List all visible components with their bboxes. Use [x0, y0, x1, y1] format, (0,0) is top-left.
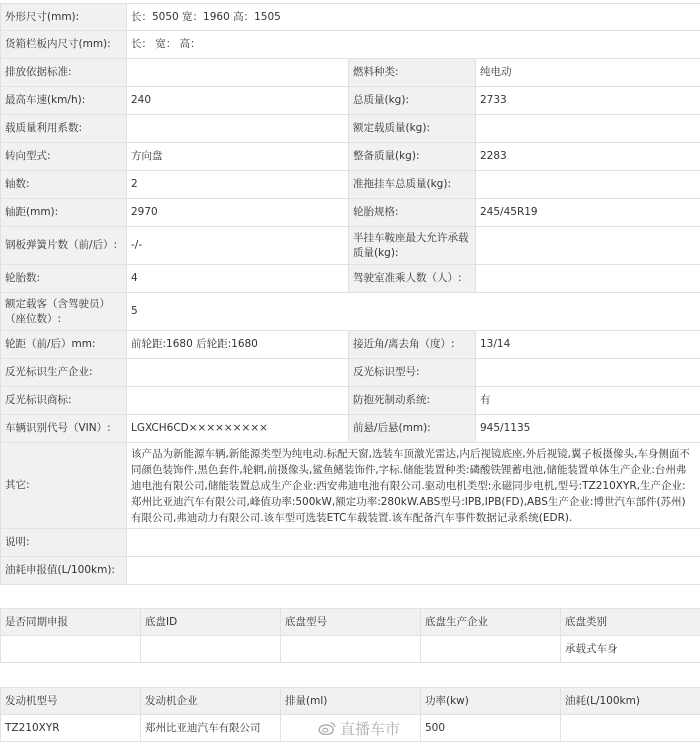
engine-column-header: 功率(kw) [421, 688, 561, 715]
spec-value: 2970 [127, 199, 349, 227]
spec-value: 长： 宽： 高： [127, 31, 700, 59]
spec-row [1, 265, 700, 293]
spec-label: 准拖挂车总质量(kg): [349, 171, 476, 199]
spec-label: 轴距(mm): [1, 199, 127, 227]
spec-value: 245/45R19 [476, 199, 700, 227]
spec-row [1, 331, 700, 359]
spec-value [127, 115, 349, 143]
spec-row [1, 143, 700, 171]
spec-value: -/- [127, 227, 349, 265]
chassis-row [1, 636, 700, 663]
engine-row [1, 715, 700, 742]
engine-cell [281, 715, 421, 742]
chassis-table [0, 608, 700, 663]
spec-label: 钢板弹簧片数（前/后）: [1, 227, 127, 265]
engine-header-row [1, 688, 700, 715]
engine-column-header: 发动机型号 [1, 688, 141, 715]
spec-value: 5 [127, 293, 700, 331]
spec-row [1, 199, 700, 227]
spec-label: 驾驶室准乘人数（人）: [349, 265, 476, 293]
engine-cell: TZ210XYR [1, 715, 141, 742]
spec-label: 载质量利用系数: [1, 115, 127, 143]
spec-row [1, 443, 700, 529]
spec-row [1, 87, 700, 115]
spec-label: 燃料种类: [349, 59, 476, 87]
spec-value: 240 [127, 87, 349, 115]
spec-label: 额定载质量(kg): [349, 115, 476, 143]
spec-value: 有 [476, 387, 700, 415]
spec-value [127, 387, 349, 415]
spec-value: 4 [127, 265, 349, 293]
spec-value [127, 359, 349, 387]
spec-value [476, 115, 700, 143]
chassis-column-header: 底盘ID [141, 609, 281, 636]
spec-label: 最高车速(km/h): [1, 87, 127, 115]
spec-row [1, 293, 700, 331]
spec-label: 轮胎规格: [349, 199, 476, 227]
spec-value: 纯电动 [476, 59, 700, 87]
spec-value [127, 59, 349, 87]
spec-label: 排放依据标准: [1, 59, 127, 87]
spec-row [1, 387, 700, 415]
spec-label: 额定载客（含驾驶员）（座位数）: [1, 293, 127, 331]
spec-label: 油耗申报值(L/100km): [1, 557, 127, 585]
chassis-cell [1, 636, 141, 663]
spec-label: 转向型式: [1, 143, 127, 171]
spec-value: 2283 [476, 143, 700, 171]
spec-value: 方向盘 [127, 143, 349, 171]
chassis-column-header: 底盘类别 [561, 609, 700, 636]
spec-label: 反光标识生产企业: [1, 359, 127, 387]
engine-column-header: 发动机企业 [141, 688, 281, 715]
engine-cell: 郑州比亚迪汽车有限公司 [141, 715, 281, 742]
spec-label: 货箱栏板内尺寸(mm): [1, 31, 127, 59]
spec-label: 轮胎数: [1, 265, 127, 293]
spec-row [1, 557, 700, 585]
spec-value: 前轮距:1680 后轮距:1680 [127, 331, 349, 359]
spec-row [1, 115, 700, 143]
spec-label: 总质量(kg): [349, 87, 476, 115]
spec-value: 长：5050 宽：1960 高：1505 [127, 4, 700, 31]
spec-label: 防抱死制动系统: [349, 387, 476, 415]
spec-row [1, 359, 700, 387]
spec-value [476, 171, 700, 199]
chassis-cell [141, 636, 281, 663]
spec-value [476, 265, 700, 293]
spec-label: 外形尺寸(mm): [1, 4, 127, 31]
spec-label: 轴数: [1, 171, 127, 199]
spec-label: 前悬/后悬(mm): [349, 415, 476, 443]
engine-column-header: 油耗(L/100km) [561, 688, 700, 715]
spec-row [1, 415, 700, 443]
chassis-cell [421, 636, 561, 663]
chassis-column-header: 底盘生产企业 [421, 609, 561, 636]
spec-row [1, 171, 700, 199]
spec-value [127, 557, 700, 585]
spec-row [1, 227, 700, 265]
spec-value [476, 359, 700, 387]
engine-column-header: 排量(ml) [281, 688, 421, 715]
chassis-cell: 承载式车身 [561, 636, 700, 663]
watermark-text: 直播车市 [340, 719, 401, 738]
spec-value: 2733 [476, 87, 700, 115]
engine-cell: 500 [421, 715, 561, 742]
spec-value [476, 227, 700, 265]
chassis-cell [281, 636, 421, 663]
spec-value: 该产品为新能源车辆,新能源类型为纯电动.标配天窗,选装车顶激光雷达,内后视镜底座,外后视镜,翼子板摄像头,车身侧面不同颜色装饰件,黑色套件,轮辋,前摄像头,鲨鱼鳍装饰件,字标.储能装置种类:磷酸铁锂蓄电池,储能装置单体生产企业:台州弗迪电池有限公司,储能装置总成生产企业:西安弗迪电池有限公司.驱动电机类型:永磁同步电机,型号:TZ210XYR,生产企业:郑州比亚迪汽车有限公司,峰值功率:500kW,额定功率:280kW.ABS型号:IPB,IPB(FD),ABS生产企业:博世汽车部件(苏州)有限公司,弗迪动力有限公司.该车型可选装ETC车载装置.该车配备汽车事件数据记录系统(EDR). [127, 443, 700, 529]
spec-label: 接近角/离去角（度）: [349, 331, 476, 359]
engine-table [0, 687, 700, 742]
spec-value: 2 [127, 171, 349, 199]
chassis-header-row [1, 609, 700, 636]
chassis-column-header: 底盘型号 [281, 609, 421, 636]
spec-label: 反光标识商标: [1, 387, 127, 415]
spec-label: 车辆识别代号（VIN）: [1, 415, 127, 443]
spec-row [1, 31, 700, 59]
chassis-column-header: 是否同期申报 [1, 609, 141, 636]
spec-label: 说明: [1, 529, 127, 557]
spec-row [1, 529, 700, 557]
spec-label: 反光标识型号: [349, 359, 476, 387]
spec-value [127, 529, 700, 557]
spec-label: 其它: [1, 443, 127, 529]
spec-value: LGXCH6CD××××××××× [127, 415, 349, 443]
engine-cell [561, 715, 700, 742]
spec-label: 整备质量(kg): [349, 143, 476, 171]
vehicle-spec-table [0, 3, 700, 585]
spec-row [1, 59, 700, 87]
spec-label: 轮距（前/后）mm: [1, 331, 127, 359]
spec-label: 半挂车鞍座最大允许承载质量(kg): [349, 227, 476, 265]
spec-value: 945/1135 [476, 415, 700, 443]
spec-row [1, 4, 700, 31]
spec-value: 13/14 [476, 331, 700, 359]
